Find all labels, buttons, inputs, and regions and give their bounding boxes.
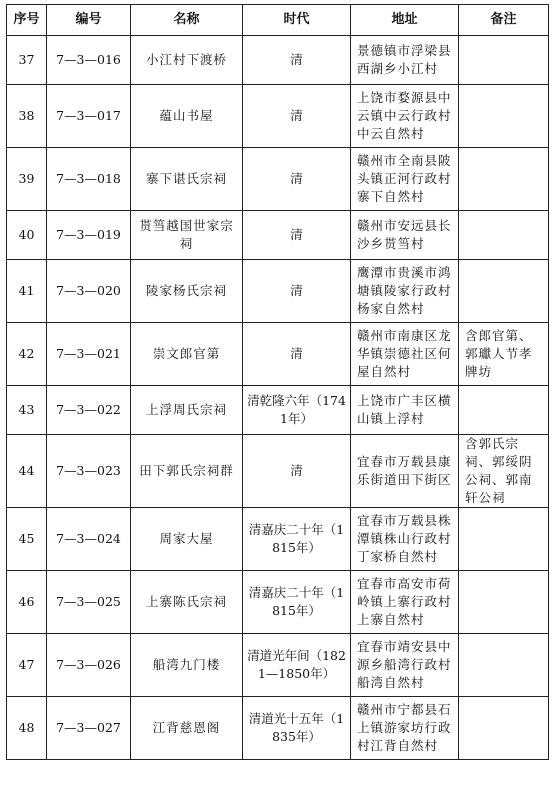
table-row xyxy=(7,634,549,697)
cell-seq: 41 xyxy=(7,260,47,323)
table-row xyxy=(7,386,549,435)
cell-code: 7—3—017 xyxy=(47,85,131,148)
header-row xyxy=(7,5,549,36)
cell-name: 陵家杨氏宗祠 xyxy=(131,260,243,323)
cell-seq: 39 xyxy=(7,148,47,211)
cell-era: 清 xyxy=(243,85,351,148)
table-row xyxy=(7,85,549,148)
cell-code: 7—3—023 xyxy=(47,435,131,508)
cell-era: 清道光年间（1821—1850年） xyxy=(243,634,351,697)
cell-era: 清 xyxy=(243,211,351,260)
cell-name: 船湾九门楼 xyxy=(131,634,243,697)
cell-code: 7—3—025 xyxy=(47,571,131,634)
cell-seq: 37 xyxy=(7,36,47,85)
cell-address: 上饶市婺源县中云镇中云行政村中云自然村 xyxy=(351,85,459,148)
table-row xyxy=(7,260,549,323)
cell-note xyxy=(459,85,549,148)
cell-address: 上饶市广丰区横山镇上浮村 xyxy=(351,386,459,435)
cell-code: 7—3—026 xyxy=(47,634,131,697)
header-code: 编号 xyxy=(47,5,131,36)
header-address: 地址 xyxy=(351,5,459,36)
cell-note: 含郭氏宗祠、郭绥阴公祠、郭南轩公祠 xyxy=(459,435,549,508)
header-note: 备注 xyxy=(459,5,549,36)
table-row xyxy=(7,508,549,571)
cell-era: 清 xyxy=(243,148,351,211)
cell-era: 清嘉庆二十年（1815年） xyxy=(243,571,351,634)
cell-era: 清 xyxy=(243,435,351,508)
cell-address: 赣州市全南县陂头镇正河行政村寨下自然村 xyxy=(351,148,459,211)
cell-code: 7—3—018 xyxy=(47,148,131,211)
table-row xyxy=(7,211,549,260)
cell-era: 清嘉庆二十年（1815年） xyxy=(243,508,351,571)
cell-seq: 46 xyxy=(7,571,47,634)
cell-address: 宜春市靖安县中源乡船湾行政村船湾自然村 xyxy=(351,634,459,697)
cell-address: 景德镇市浮梁县西湖乡小江村 xyxy=(351,36,459,85)
cell-seq: 47 xyxy=(7,634,47,697)
cell-era: 清 xyxy=(243,36,351,85)
cell-address: 鹰潭市贵溪市鸿塘镇陵家行政村杨家自然村 xyxy=(351,260,459,323)
table-row xyxy=(7,435,549,508)
header-seq: 序号 xyxy=(7,5,47,36)
header-era: 时代 xyxy=(243,5,351,36)
cell-note xyxy=(459,386,549,435)
cell-note xyxy=(459,211,549,260)
cell-note xyxy=(459,697,549,760)
cell-code: 7—3—027 xyxy=(47,697,131,760)
cell-name: 上浮周氏宗祠 xyxy=(131,386,243,435)
cell-code: 7—3—021 xyxy=(47,323,131,386)
table-row xyxy=(7,697,549,760)
cell-address: 赣州市安远县长沙乡贳筜村 xyxy=(351,211,459,260)
cell-code: 7—3—019 xyxy=(47,211,131,260)
cell-address: 赣州市宁都县石上镇游家坊行政村江背自然村 xyxy=(351,697,459,760)
table-row xyxy=(7,571,549,634)
cell-seq: 48 xyxy=(7,697,47,760)
cell-era: 清 xyxy=(243,323,351,386)
cell-code: 7—3—016 xyxy=(47,36,131,85)
table-row xyxy=(7,148,549,211)
cell-seq: 45 xyxy=(7,508,47,571)
cell-note xyxy=(459,260,549,323)
cell-name: 寨下谌氏宗祠 xyxy=(131,148,243,211)
cell-note xyxy=(459,36,549,85)
cell-era: 清 xyxy=(243,260,351,323)
cell-seq: 38 xyxy=(7,85,47,148)
cell-address: 宜春市高安市荷岭镇上寨行政村上寨自然村 xyxy=(351,571,459,634)
cell-note: 含郎官第、郭瓛人节孝牌坊 xyxy=(459,323,549,386)
cell-name: 蕴山书屋 xyxy=(131,85,243,148)
header-name: 名称 xyxy=(131,5,243,36)
cell-seq: 42 xyxy=(7,323,47,386)
cell-address: 宜春市万载县株潭镇株山行政村丁家桥自然村 xyxy=(351,508,459,571)
cell-address: 宜春市万载县康乐街道田下街区 xyxy=(351,435,459,508)
cell-seq: 40 xyxy=(7,211,47,260)
cell-seq: 44 xyxy=(7,435,47,508)
cell-name: 上寨陈氏宗祠 xyxy=(131,571,243,634)
cell-name: 田下郭氏宗祠群 xyxy=(131,435,243,508)
cell-name: 小江村下渡桥 xyxy=(131,36,243,85)
cell-note xyxy=(459,571,549,634)
cell-name: 周家大屋 xyxy=(131,508,243,571)
cell-seq: 43 xyxy=(7,386,47,435)
cell-era: 清道光十五年（1835年） xyxy=(243,697,351,760)
cell-code: 7—3—022 xyxy=(47,386,131,435)
table-row xyxy=(7,36,549,85)
cell-code: 7—3—020 xyxy=(47,260,131,323)
table-row xyxy=(7,323,549,386)
cell-note xyxy=(459,148,549,211)
cell-name: 崇文郎官第 xyxy=(131,323,243,386)
heritage-table xyxy=(6,4,549,760)
cell-code: 7—3—024 xyxy=(47,508,131,571)
cell-note xyxy=(459,508,549,571)
cell-era: 清乾隆六年（1741年） xyxy=(243,386,351,435)
cell-address: 赣州市南康区龙华镇崇德社区何屋自然村 xyxy=(351,323,459,386)
cell-name: 江背慈恩阁 xyxy=(131,697,243,760)
cell-note xyxy=(459,634,549,697)
cell-name: 贳筜越国世家宗祠 xyxy=(131,211,243,260)
